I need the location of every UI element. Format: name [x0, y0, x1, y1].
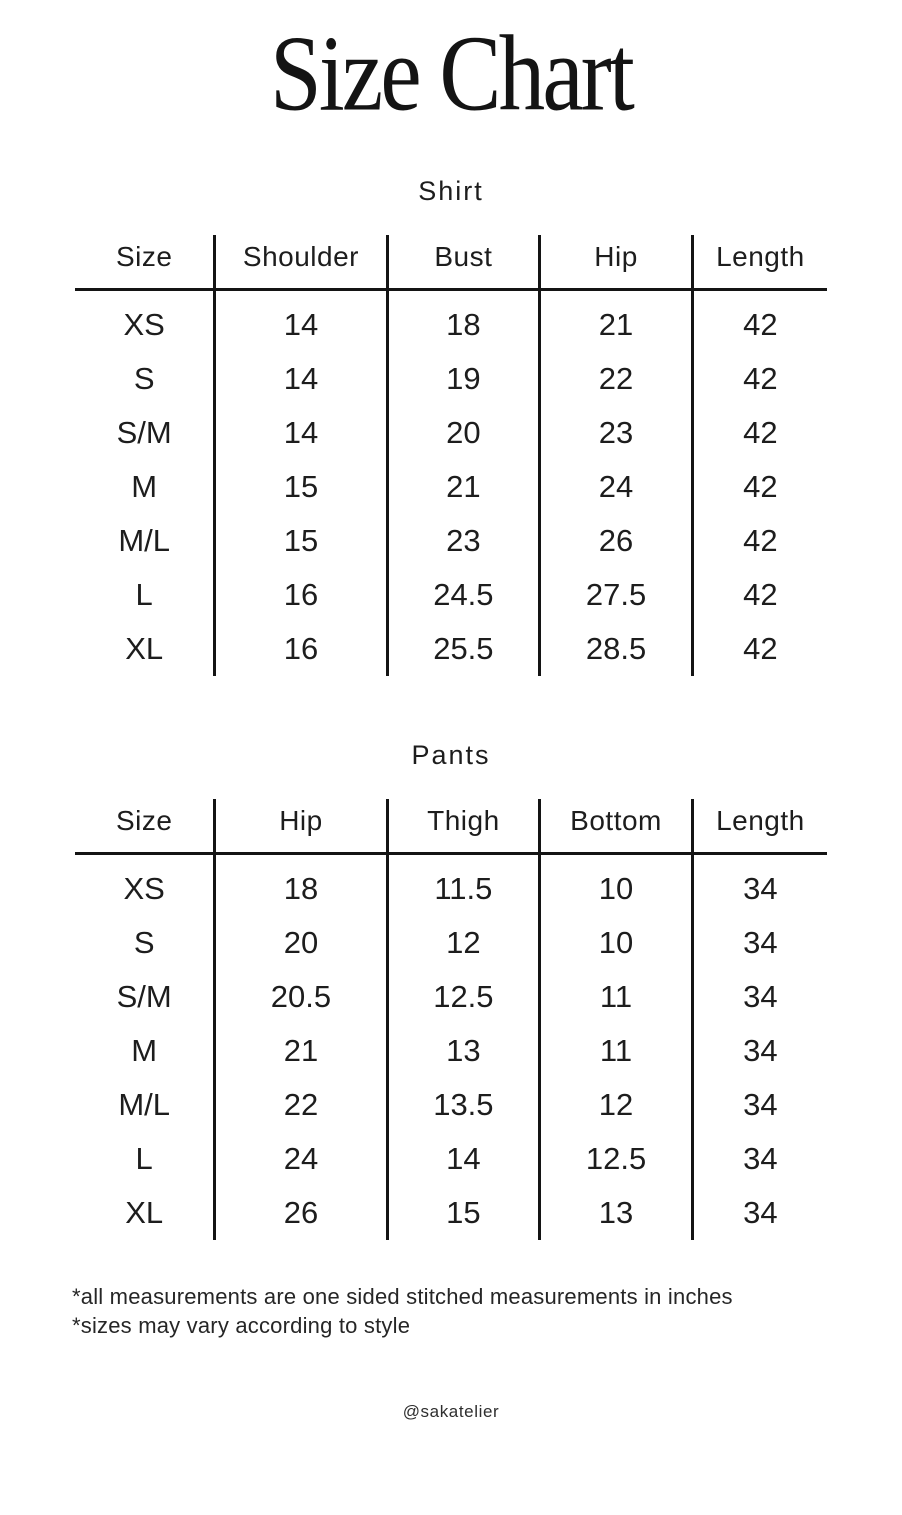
- size-label-cell: XS: [123, 307, 165, 342]
- table-row: [75, 1078, 827, 1132]
- measurement-cell: 11.5: [387, 854, 540, 917]
- measurement-cell: 11: [540, 970, 693, 1024]
- measurement-cell: 12: [387, 916, 540, 970]
- measurement-cell: 20.5: [215, 970, 387, 1024]
- page-title: Size Chart: [269, 13, 633, 134]
- measurement-cell: 13: [540, 1186, 693, 1240]
- column-header: Hip: [540, 235, 693, 290]
- measurement-cell: 24.5: [387, 568, 540, 622]
- size-label-cell: XS: [123, 871, 165, 906]
- measurement-cell: 22: [540, 352, 693, 406]
- column-header: Bust: [387, 235, 540, 290]
- table-row: [75, 568, 827, 622]
- measurement-cell: 14: [215, 352, 387, 406]
- measurement-cell: 23: [387, 514, 540, 568]
- measurement-cell: 15: [215, 514, 387, 568]
- measurement-cell: 15: [215, 460, 387, 514]
- measurement-cell: 19: [387, 352, 540, 406]
- measurement-cell: 34: [692, 1132, 827, 1186]
- measurement-cell: 23: [540, 406, 693, 460]
- measurement-cell: 12.5: [540, 1132, 693, 1186]
- measurement-cell: 42: [692, 622, 827, 676]
- pants-table-header-row: [75, 799, 827, 854]
- measurement-cell: 18: [215, 854, 387, 917]
- measurement-cell: 34: [692, 854, 827, 917]
- column-header: Bottom: [540, 799, 693, 854]
- measurement-cell: 26: [540, 514, 693, 568]
- size-label-cell: S/M: [116, 979, 172, 1014]
- measurement-cell: 34: [692, 1024, 827, 1078]
- measurement-cell: 25.5: [387, 622, 540, 676]
- measurement-cell: 15: [387, 1186, 540, 1240]
- table-row: [75, 460, 827, 514]
- size-label-cell: L: [135, 577, 153, 612]
- measurement-cell: 10: [540, 854, 693, 917]
- pants-section: [0, 740, 902, 1240]
- measurement-cell: 42: [692, 352, 827, 406]
- measurement-cell: 16: [215, 622, 387, 676]
- shirt-table-header-row: [75, 235, 827, 290]
- column-header: Length: [692, 235, 827, 290]
- table-row: [75, 854, 827, 917]
- table-row: [75, 1024, 827, 1078]
- measurement-cell: 12.5: [387, 970, 540, 1024]
- table-row: [75, 406, 827, 460]
- column-header: Size: [75, 799, 215, 854]
- shirt-section: [0, 176, 902, 676]
- shirt-size-table: [75, 235, 827, 676]
- footnotes: [72, 1282, 902, 1340]
- section-title-shirt: Shirt: [418, 176, 484, 206]
- pants-size-table: [75, 799, 827, 1240]
- measurement-cell: 42: [692, 290, 827, 353]
- measurement-cell: 13: [387, 1024, 540, 1078]
- measurement-cell: 10: [540, 916, 693, 970]
- column-header: Thigh: [387, 799, 540, 854]
- size-label-cell: XL: [125, 1195, 164, 1230]
- footnote-style-variance: *sizes may vary according to style: [72, 1313, 411, 1338]
- measurement-cell: 24: [215, 1132, 387, 1186]
- table-row: [75, 290, 827, 353]
- column-header: Shoulder: [215, 235, 387, 290]
- measurement-cell: 13.5: [387, 1078, 540, 1132]
- column-header: Size: [75, 235, 215, 290]
- measurement-cell: 18: [387, 290, 540, 353]
- measurement-cell: 42: [692, 406, 827, 460]
- measurement-cell: 14: [387, 1132, 540, 1186]
- measurement-cell: 42: [692, 460, 827, 514]
- measurement-cell: 42: [692, 568, 827, 622]
- measurement-cell: 20: [387, 406, 540, 460]
- size-label-cell: S: [133, 361, 155, 396]
- measurement-cell: 20: [215, 916, 387, 970]
- size-label-cell: L: [135, 1141, 153, 1176]
- size-label-cell: S: [133, 925, 155, 960]
- measurement-cell: 14: [215, 290, 387, 353]
- measurement-cell: 22: [215, 1078, 387, 1132]
- measurement-cell: 14: [215, 406, 387, 460]
- size-label-cell: M: [131, 1033, 158, 1068]
- column-header: Hip: [215, 799, 387, 854]
- measurement-cell: 24: [540, 460, 693, 514]
- measurement-cell: 21: [215, 1024, 387, 1078]
- size-chart-page: [0, 13, 902, 1515]
- measurement-cell: 11: [540, 1024, 693, 1078]
- measurement-cell: 34: [692, 1186, 827, 1240]
- column-header: Length: [692, 799, 827, 854]
- measurement-cell: 21: [540, 290, 693, 353]
- measurement-cell: 28.5: [540, 622, 693, 676]
- section-title-pants: Pants: [411, 740, 491, 770]
- social-handle: @sakatelier: [402, 1402, 500, 1421]
- table-row: [75, 1186, 827, 1240]
- measurement-cell: 42: [692, 514, 827, 568]
- table-row: [75, 916, 827, 970]
- measurement-cell: 34: [692, 1078, 827, 1132]
- size-label-cell: M/L: [118, 523, 171, 558]
- footnote-measurements: *all measurements are one sided stitched measurements in inches: [72, 1284, 733, 1309]
- measurement-cell: 27.5: [540, 568, 693, 622]
- table-row: [75, 1132, 827, 1186]
- table-row: [75, 514, 827, 568]
- size-label-cell: S/M: [116, 415, 172, 450]
- table-row: [75, 352, 827, 406]
- measurement-cell: 16: [215, 568, 387, 622]
- measurement-cell: 21: [387, 460, 540, 514]
- size-label-cell: M/L: [118, 1087, 171, 1122]
- table-row: [75, 970, 827, 1024]
- size-label-cell: M: [131, 469, 158, 504]
- measurement-cell: 34: [692, 916, 827, 970]
- measurement-cell: 12: [540, 1078, 693, 1132]
- table-row: [75, 622, 827, 676]
- measurement-cell: 26: [215, 1186, 387, 1240]
- measurement-cell: 34: [692, 970, 827, 1024]
- size-label-cell: XL: [125, 631, 164, 666]
